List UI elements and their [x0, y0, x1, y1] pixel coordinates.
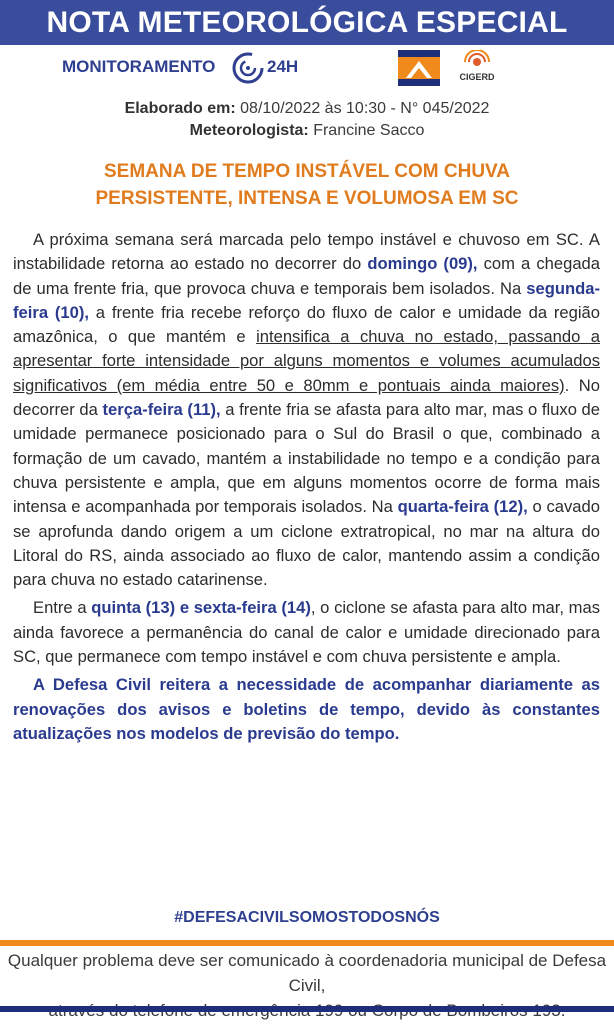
text-run: com a chegada de uma frente fria, que provoca chuva e temporais bem isolados. Na — [13, 254, 600, 298]
text-run: A próxima semana será marcada pelo tempo instável e chuvoso em SC. A instabilidade retorna ao estado no decorrer do — [13, 230, 600, 274]
headline-line-2: PERSISTENTE, INTENSA E VOLUMOSA EM SC — [95, 188, 519, 209]
cigerd-logo-icon — [456, 50, 498, 86]
headline — [0, 158, 614, 212]
paragraph-3: A Defesa Civil reitera a necessidade de acompanhar diariamente as renovações dos avisos e boletins de tempo, devido às constantes atualizações nos modelos de previsão do tempo. — [13, 675, 600, 743]
footer-line-1: Qualquer problema deve ser comunicado à coordenadoria municipal de Defesa Civil, — [7, 951, 607, 995]
meteorologista-line — [0, 120, 614, 142]
orange-divider — [0, 940, 614, 946]
article-body — [13, 228, 600, 750]
text-run: , o ciclone se afasta para alto mar, mas ainda favorece a permanência do canal de calor e umidade direcionado para SC, que permanece com tempo instável e com chuva persistente e ampla. — [13, 598, 600, 667]
monitoramento-label: MONITORAMENTO — [62, 57, 216, 76]
metadata-block — [0, 98, 614, 142]
paragraph-1 — [13, 228, 600, 592]
underlined-text: intensifica a chuva no estado, passando a apresentar forte intensidade por alguns momentos e volumes acumulados significativos (em média entre 50 e 80mm e pontuais ainda maiores) — [13, 327, 601, 395]
headline-line-1: SEMANA DE TEMPO INSTÁVEL COM CHUVA — [103, 161, 511, 182]
hashtag: #DEFESACIVILSOMOSTODOSNÓS — [174, 909, 440, 926]
page-title: NOTA METEOROLÓGICA ESPECIAL — [46, 6, 568, 39]
elaborado-value: 08/10/2022 às 10:30 - N° 045/2022 — [240, 100, 490, 117]
text-run: a frente fria se afasta para alto mar, mas o fluxo de umidade permanece posicionado para o Sul do Brasil o que, combinado a formação de um cavado, mantém a instabilidade no tempo e a condição para chuva persistente e ampla, que em alguns momentos ocorre de forma mais intensa e acompanhada por temporais isolados. Na — [13, 400, 601, 517]
text-run: a frente fria recebe reforço do fluxo de calor e umidade da região amazônica, o que mantém e — [13, 302, 600, 347]
day-highlight: domingo (09), — [367, 254, 478, 274]
header-banner — [0, 0, 614, 45]
text-run: o cavado se aprofunda dando origem a um ciclone extratropical, no mar na altura do Litoral do RS, ainda associado ao fluxo de calor, mantendo assim a condição para chuva no estado catarinense. — [13, 497, 600, 590]
elaborado-line — [0, 98, 614, 120]
brand-row — [0, 48, 614, 88]
monitoramento-24h-icon — [231, 51, 265, 85]
svg-text:CIGERD: CIGERD — [459, 72, 495, 82]
bottom-divider — [0, 1006, 614, 1012]
day-highlight: segunda-feira (10), — [13, 278, 600, 322]
elaborado-label: Elaborado em: — [124, 100, 236, 117]
day-highlight: terça-feira (11), — [102, 400, 221, 420]
meteorologista-value: Francine Sacco — [313, 122, 425, 139]
monitoramento-24h-label: 24H — [267, 57, 299, 76]
day-highlight: quarta-feira (12), — [397, 497, 528, 517]
defesa-civil-logo-icon — [398, 50, 440, 86]
text-run: . No decorrer da — [13, 375, 601, 420]
paragraph-2 — [13, 596, 600, 669]
meteorologista-label: Meteorologista: — [189, 122, 309, 139]
day-highlight: quinta (13) e sexta-feira (14) — [91, 598, 311, 618]
text-run: Entre a — [33, 598, 92, 618]
